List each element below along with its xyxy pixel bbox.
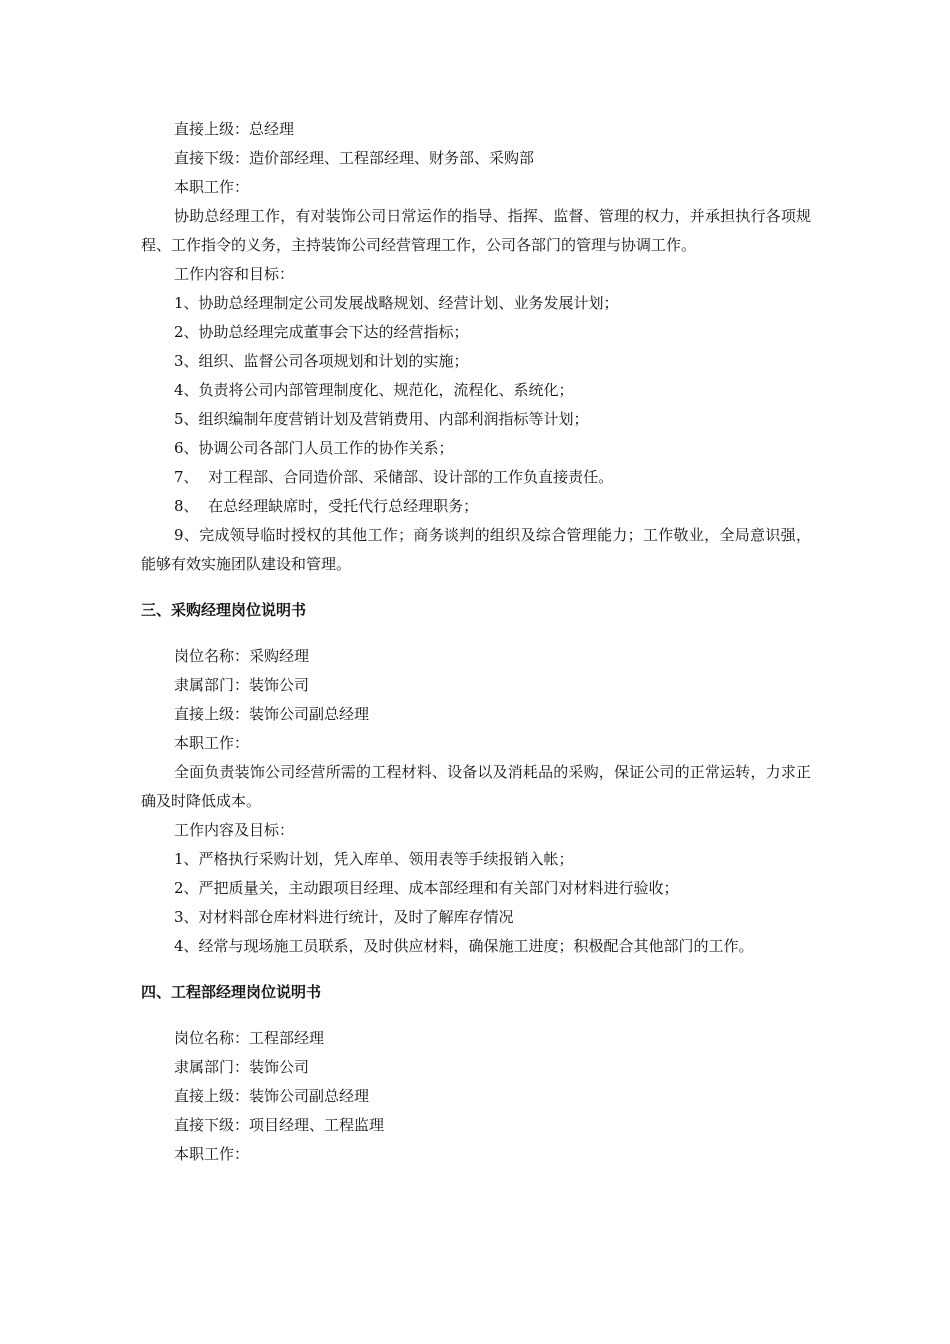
task-item: 2、协助总经理完成董事会下达的经营指标；: [174, 323, 469, 341]
department-line: 隶属部门：装饰公司: [174, 676, 310, 694]
task-item: 3、组织、监督公司各项规划和计划的实施；: [174, 352, 469, 370]
superior-line: 直接上级：总经理: [174, 120, 295, 138]
duty-label: 本职工作：: [174, 178, 250, 196]
task-item: 1、协助总经理制定公司发展战略规划、经营计划、业务发展计划；: [174, 294, 619, 312]
post-name-line: 岗位名称：工程部经理: [174, 1029, 325, 1047]
task-item: 7、 对工程部、合同造价部、采储部、设计部的工作负直接责任。: [174, 468, 614, 486]
task-item: 1、严格执行采购计划，凭入库单、领用表等手续报销入帐；: [174, 850, 574, 868]
task-item: 8、 在总经理缺席时，受托代行总经理职务；: [174, 497, 479, 515]
duty-paragraph: 协助总经理工作，有对装饰公司日常运作的指导、指挥、监督、管理的权力，并承担执行各项规程、工作指令的义务，主持装饰公司经营管理工作，公司各部门的管理与协调工作。: [141, 207, 811, 254]
duty-label: 本职工作：: [174, 1145, 250, 1163]
superior-line: 直接上级：装饰公司副总经理: [174, 705, 370, 723]
task-item: 4、经常与现场施工员联系，及时供应材料，确保施工进度；积极配合其他部门的工作。: [174, 937, 754, 955]
section-four-heading: 四、工程部经理岗位说明书: [141, 983, 322, 1001]
task-item: 3、对材料部仓库材料进行统计，及时了解库存情况: [174, 908, 514, 926]
subordinates-line: 直接下级：项目经理、工程监理: [174, 1116, 385, 1134]
task-item: 5、组织编制年度营销计划及营销费用、内部利润指标等计划；: [174, 410, 589, 428]
post-name-line: 岗位名称：采购经理: [174, 647, 310, 665]
duty-paragraph: 全面负责装饰公司经营所需的工程材料、设备以及消耗品的采购，保证公司的正常运转，力求正确及时降低成本。: [141, 763, 811, 810]
task-item: 6、协调公司各部门人员工作的协作关系；: [174, 439, 454, 457]
tasks-label: 工作内容及目标：: [174, 821, 295, 839]
duty-label: 本职工作：: [174, 734, 250, 752]
superior-line: 直接上级：装饰公司副总经理: [174, 1087, 370, 1105]
task-item: 4、负责将公司内部管理制度化、规范化，流程化、系统化；: [174, 381, 574, 399]
task-item-9: 9、完成领导临时授权的其他工作；商务谈判的组织及综合管理能力；工作敬业，全局意识强，能够有效实施团队建设和管理。: [141, 526, 811, 573]
subordinates-line: 直接下级：造价部经理、工程部经理、财务部、采购部: [174, 149, 535, 167]
document-page: [141, 115, 811, 1169]
section-three-heading: 三、采购经理岗位说明书: [141, 601, 307, 619]
tasks-label: 工作内容和目标：: [174, 265, 295, 283]
task-item: 2、严把质量关，主动跟项目经理、成本部经理和有关部门对材料进行验收；: [174, 879, 679, 897]
department-line: 隶属部门：装饰公司: [174, 1058, 310, 1076]
